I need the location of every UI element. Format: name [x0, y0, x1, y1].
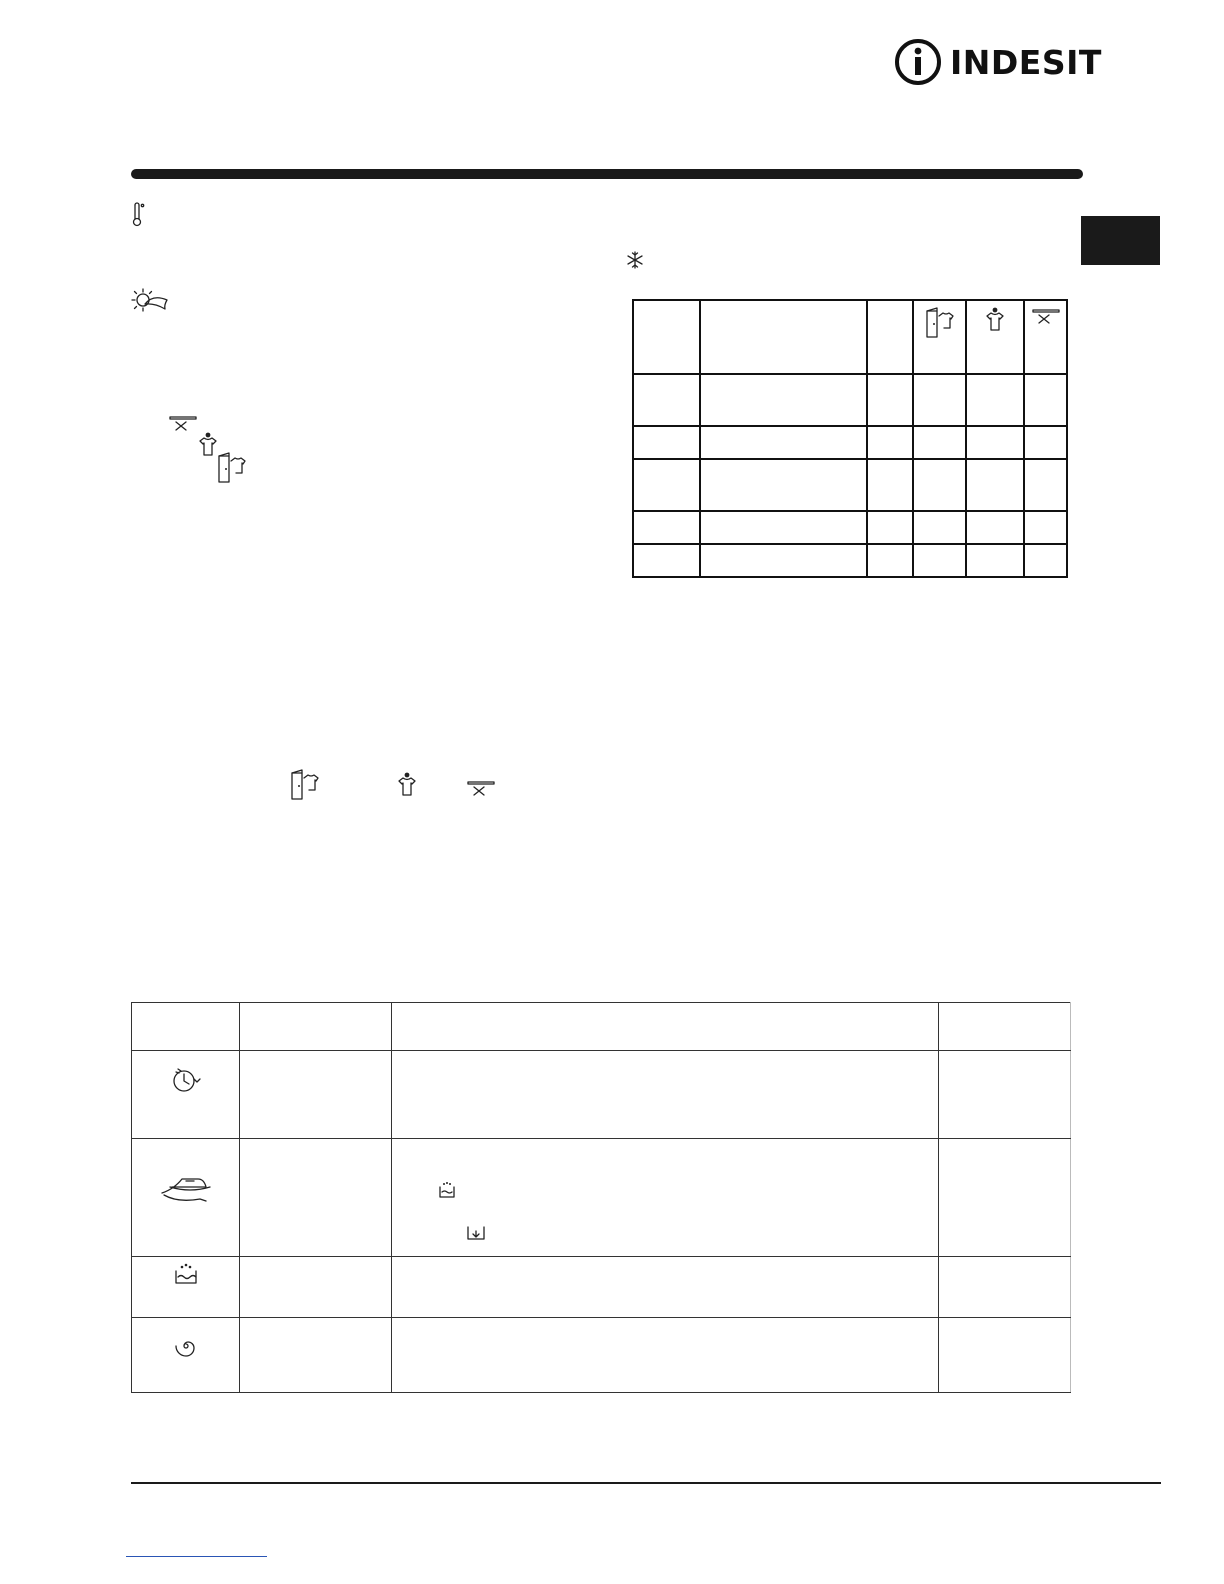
table-row [633, 374, 1067, 426]
table-cell [1024, 300, 1067, 374]
header-rule [131, 169, 1083, 179]
table-cell [132, 1318, 240, 1393]
table-cell [867, 300, 913, 374]
shirt-hanger-icon [982, 307, 1008, 333]
table-cell [700, 300, 867, 374]
table-row [633, 459, 1067, 511]
table-cell [913, 300, 966, 374]
language-tab [1081, 216, 1160, 265]
snowflake-icon [626, 251, 644, 269]
iron-icon [168, 414, 198, 432]
spin-icon [174, 1334, 198, 1358]
inline-cupboard-icon [290, 769, 320, 801]
inline-shirt-hanger-icon [394, 772, 420, 798]
cupboard-icon [925, 307, 955, 339]
table-cell [132, 1139, 240, 1257]
table-row [633, 511, 1067, 544]
easy-iron-icon [160, 1173, 212, 1205]
rinse-hold-icon [174, 1263, 198, 1285]
table-row [633, 426, 1067, 459]
iron-icon [1031, 307, 1061, 325]
table-cell [132, 1051, 240, 1139]
table-row [132, 1139, 1071, 1257]
thermometer-icon [131, 203, 145, 227]
table-row [132, 1257, 1071, 1318]
brand-logo [894, 38, 1102, 86]
footer-link-underline[interactable] [126, 1556, 267, 1557]
logo-mark-icon [894, 38, 942, 86]
table-cell [132, 1257, 240, 1318]
table-row [633, 544, 1067, 577]
table-header-row [633, 300, 1067, 374]
table-row [132, 1051, 1071, 1139]
cupboard-icon [217, 452, 247, 484]
drain-icon [466, 1225, 486, 1243]
table-header-row [132, 1003, 1071, 1051]
inline-iron-icon [466, 779, 496, 797]
table-cell [966, 300, 1024, 374]
rinse-hold-icon [438, 1181, 456, 1199]
drying-table [632, 299, 1068, 578]
table-cell [633, 300, 700, 374]
delay-timer-icon [171, 1065, 201, 1095]
footer-rule [131, 1482, 1161, 1484]
options-table [131, 1002, 1071, 1393]
sun-cloth-icon [131, 288, 169, 312]
brand-name: INDESIT [950, 42, 1102, 82]
table-row [132, 1318, 1071, 1393]
table-cell [392, 1139, 939, 1257]
